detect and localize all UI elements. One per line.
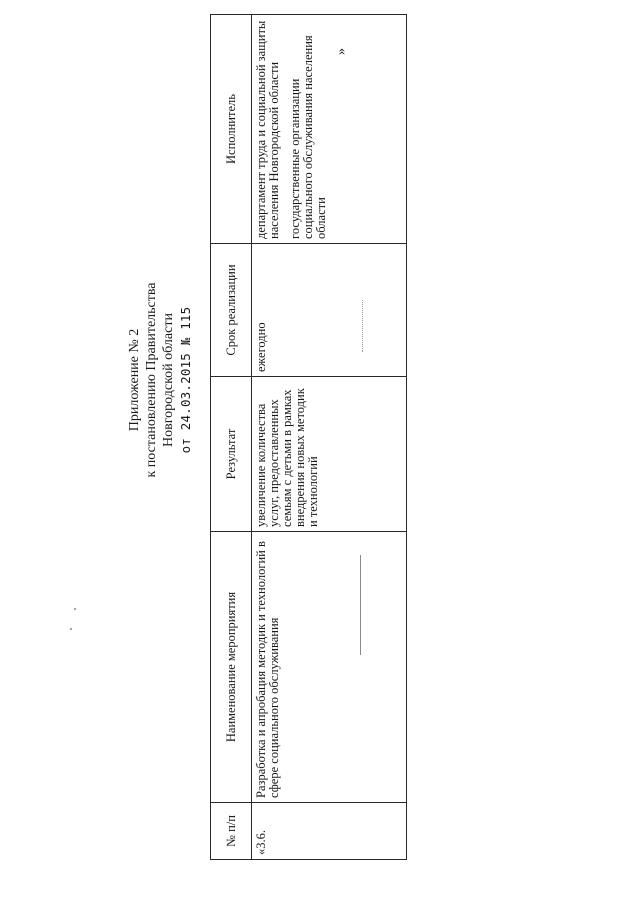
table-row — [252, 15, 407, 860]
end-rule — [360, 555, 361, 655]
cell-name: Разработка и апробация методик и технологий в сфере социального обслуживания — [252, 532, 407, 803]
executor-primary: департамент труда и социальной защиты населения Новгородской области — [254, 20, 281, 239]
measures-table — [210, 14, 407, 860]
cell-number: «3.6. — [252, 803, 407, 860]
executor-secondary: государственные организации социального обслуживания населения области — [288, 35, 328, 239]
scan-speck — [70, 628, 72, 630]
appendix-title: Приложение № 2 — [127, 328, 142, 432]
cell-result: увеличение количества услуг, предоставленных семьям с детьми в рамках внедрения новых методик и технологий — [252, 377, 407, 532]
scan-mark-line — [362, 300, 363, 352]
cell-executor — [252, 15, 407, 244]
appendix-region-line: Новгородской области — [161, 313, 176, 447]
appendix-header — [126, 255, 194, 505]
col-header-number: № п/п — [211, 803, 252, 860]
col-header-executor: Исполнитель — [211, 15, 252, 244]
appendix-ref-line: к постановлению Правительства — [144, 282, 159, 478]
col-header-name: Наименование мероприятия — [211, 532, 252, 803]
closing-quote: » — [334, 48, 349, 55]
table-header-row — [211, 15, 252, 860]
appendix-date-line: от 24.03.2015 № 115 — [178, 306, 193, 454]
col-header-term: Срок реализации — [211, 244, 252, 377]
col-header-result: Результат — [211, 377, 252, 532]
scan-speck — [74, 608, 76, 610]
cell-term: ежегодно — [252, 244, 407, 377]
